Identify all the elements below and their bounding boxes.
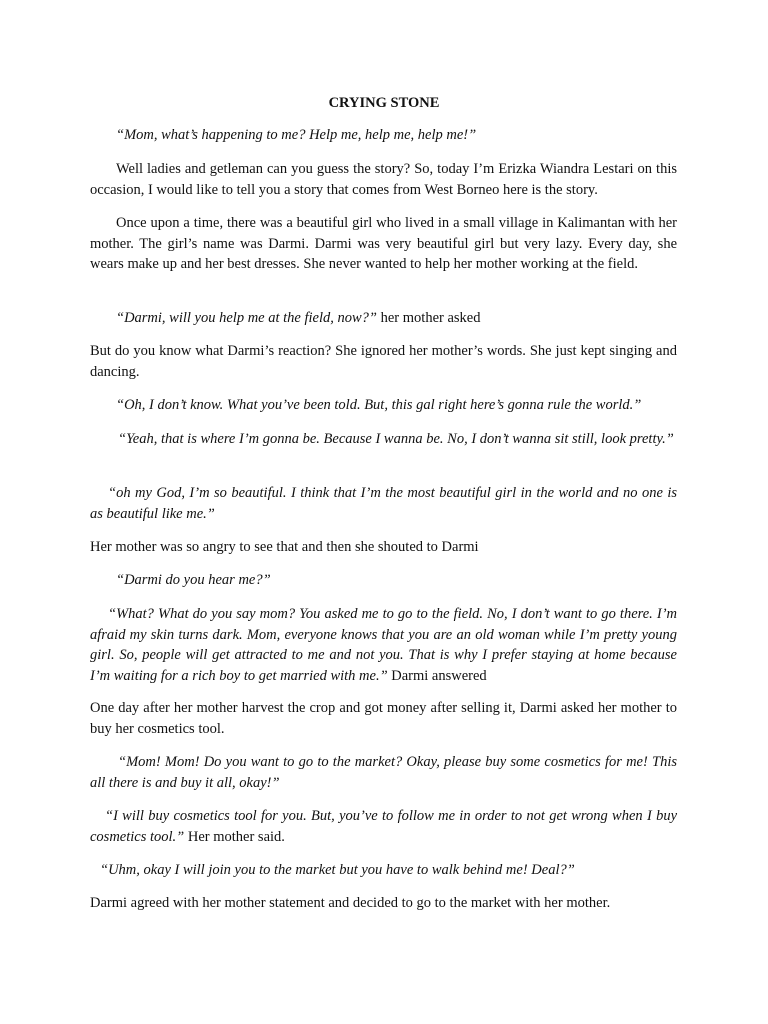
paragraph-4-tail: her mother asked [377, 310, 481, 326]
paragraph-12: One day after her mother harvest the crop and got money after selling it, Darmi asked her mother to buy her cosmetics tool. [90, 700, 677, 737]
paragraph-11-tail: Darmi answered [387, 667, 487, 684]
paragraph-10: “Darmi do you hear me?” [116, 572, 271, 588]
paragraph-5: But do you know what Darmi’s reaction? She ignored her mother’s words. She just kept singing and dancing. [90, 343, 677, 380]
paragraph-9: Her mother was so angry to see that and then she shouted to Darmi [90, 539, 479, 555]
paragraph-8: “oh my God, I’m so beautiful. I think that I’m the most beautiful girl in the world and no one is as beautiful like me.” [90, 485, 677, 522]
paragraph-16: Darmi agreed with her mother statement and decided to go to the market with her mother. [90, 895, 611, 911]
paragraph-14-tail: Her mother said. [184, 828, 285, 845]
paragraph-4 [90, 308, 677, 329]
paragraph-13: “Mom! Mom! Do you want to go to the market? Okay, please buy some cosmetics for me! This all there is and buy it all, okay!” [90, 754, 677, 791]
paragraph-15: “Uhm, okay I will join you to the market but you have to walk behind me! Deal?” [100, 862, 575, 878]
paragraph-14-quote: “I will buy cosmetics tool for you. But, you’ve to follow me in order to not get wrong when I buy cosmetics tool.” [90, 808, 677, 845]
paragraph-1: “Mom, what’s happening to me? Help me, help me, help me!” [116, 127, 477, 143]
paragraph-7: “Yeah, that is where I’m gonna be. Because I wanna be. No, I don’t wanna sit still, look pretty.” [118, 431, 674, 447]
paragraph-11 [90, 604, 677, 686]
paragraph-2: Well ladies and getleman can you guess the story? So, today I’m Erizka Wiandra Lestari on this occasion, I would like to tell you a story that comes from West Borneo here is the story. [90, 161, 677, 198]
paragraph-14 [90, 806, 677, 847]
paragraph-11-quote: “What? What do you say mom? You asked me to go to the field. No, I don’t want to go there. I’m afraid my skin turns dark. Mom, everyone knows that you are an old woman while I’m pretty young girl. So, people will get attracted to me and not you. That is why I prefer staying at home because I’m waiting for a rich boy to get married with me.” [90, 606, 677, 684]
paragraph-6: “Oh, I don’t know. What you’ve been told. But, this gal right here’s gonna rule the world.” [116, 397, 642, 413]
story-title: CRYING STONE [328, 95, 440, 111]
paragraph-4-quote: “Darmi, will you help me at the field, now?” [116, 310, 377, 326]
paragraph-3: Once upon a time, there was a beautiful girl who lived in a small village in Kalimantan with her mother. The girl’s name was Darmi. Darmi was very beautiful girl but very lazy. Every day, she wears make up and her best dresses. She never wanted to help her mother working at the field. [90, 215, 677, 272]
